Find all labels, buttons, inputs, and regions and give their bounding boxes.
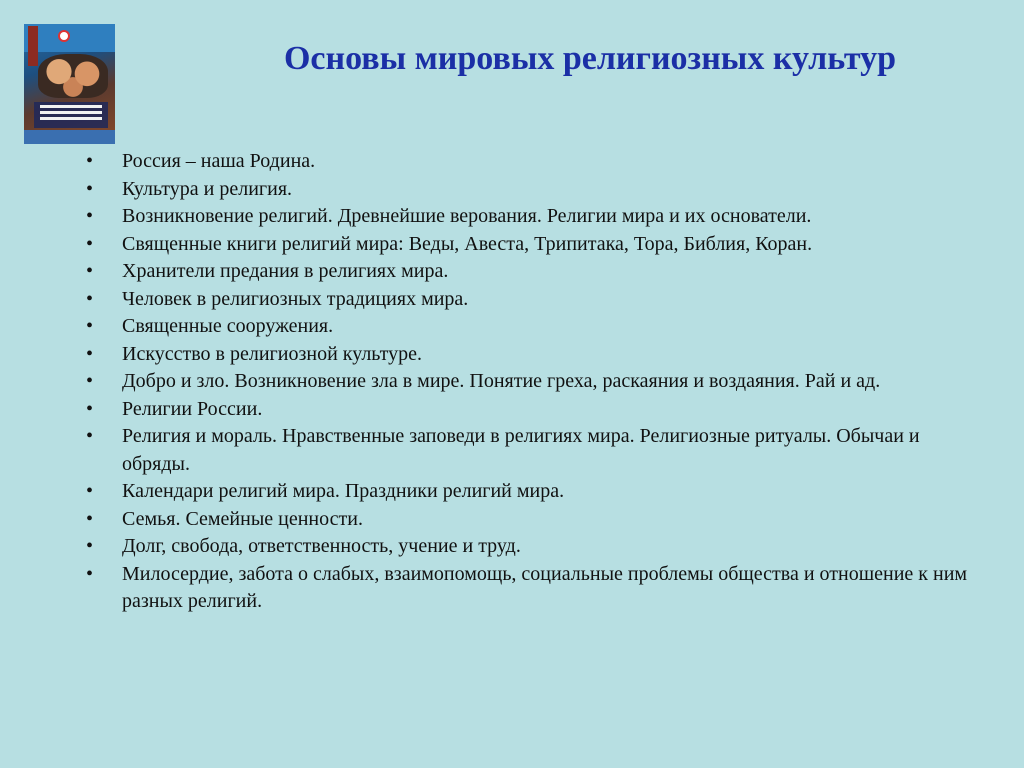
topic-list (86, 148, 986, 616)
list-item (86, 478, 986, 506)
list-item-text: Священные сооружения. (122, 315, 334, 337)
list-item (86, 176, 986, 204)
bullet-icon: • (86, 507, 94, 530)
cover-bottom-stripe (24, 130, 115, 144)
bullet-icon: • (86, 177, 94, 200)
list-item-text: Возникновение религий. Древнейшие верования. Религии мира и их основатели. (122, 205, 812, 227)
bullet-icon: • (86, 397, 94, 420)
bullet-icon: • (86, 150, 94, 172)
list-item-text: Календари религий мира. Праздники религий мира. (122, 480, 565, 502)
list-item-text: Милосердие, забота о слабых, взаимопомощь, социальные проблемы общества и отношение к ним разных религий. (122, 562, 968, 612)
list-item (86, 396, 986, 424)
list-item (86, 368, 986, 396)
list-item (86, 561, 986, 616)
bullet-icon: • (86, 287, 94, 310)
bullet-icon: • (86, 315, 94, 337)
bullet-icon: • (86, 480, 94, 502)
list-item-text: Добро и зло. Возникновение зла в мире. Понятие греха, раскаяния и воздаяния. Рай и ад. (122, 370, 881, 392)
bullet-icon: • (86, 425, 94, 447)
textbook-cover-image (24, 24, 115, 144)
cover-title-block (34, 102, 108, 128)
list-item (86, 506, 986, 534)
list-item (86, 231, 986, 259)
list-item (86, 148, 986, 176)
list-item (86, 313, 986, 341)
list-item-text: Священные книги религий мира: Веды, Авеста, Трипитака, Тора, Библия, Коран. (122, 232, 813, 255)
list-item-text: Долг, свобода, ответственность, учение и труд. (122, 535, 521, 557)
list-item-text: Культура и религия. (122, 177, 293, 200)
list-item-text: Семья. Семейные ценности. (122, 507, 363, 530)
list-item (86, 258, 986, 286)
bullet-icon: • (86, 205, 94, 227)
list-item-text: Россия – наша Родина. (122, 150, 316, 172)
list-item (86, 203, 986, 231)
publisher-logo-icon (58, 30, 70, 42)
bullet-icon: • (86, 562, 94, 585)
list-item (86, 286, 986, 314)
bullet-icon: • (86, 535, 94, 557)
bullet-icon: • (86, 260, 94, 282)
kremlin-tower-graphic (28, 26, 38, 66)
list-item-text: Человек в религиозных традициях мира. (122, 287, 469, 310)
list-item-text: Религия и мораль. Нравственные заповеди в религиях мира. Религиозные ритуалы. Обычаи и обряды. (122, 425, 920, 475)
list-item (86, 533, 986, 561)
list-item-text: Искусство в религиозной культуре. (122, 342, 423, 365)
bullet-icon: • (86, 342, 94, 365)
list-item (86, 423, 986, 478)
bullet-icon: • (86, 232, 94, 255)
bullet-icon: • (86, 370, 94, 392)
list-item-text: Религии России. (122, 397, 263, 420)
list-item-text: Хранители предания в религиях мира. (122, 260, 449, 282)
slide-title: Основы мировых религиозных культур (283, 40, 897, 77)
list-item (86, 341, 986, 369)
children-faces-graphic (38, 54, 108, 98)
